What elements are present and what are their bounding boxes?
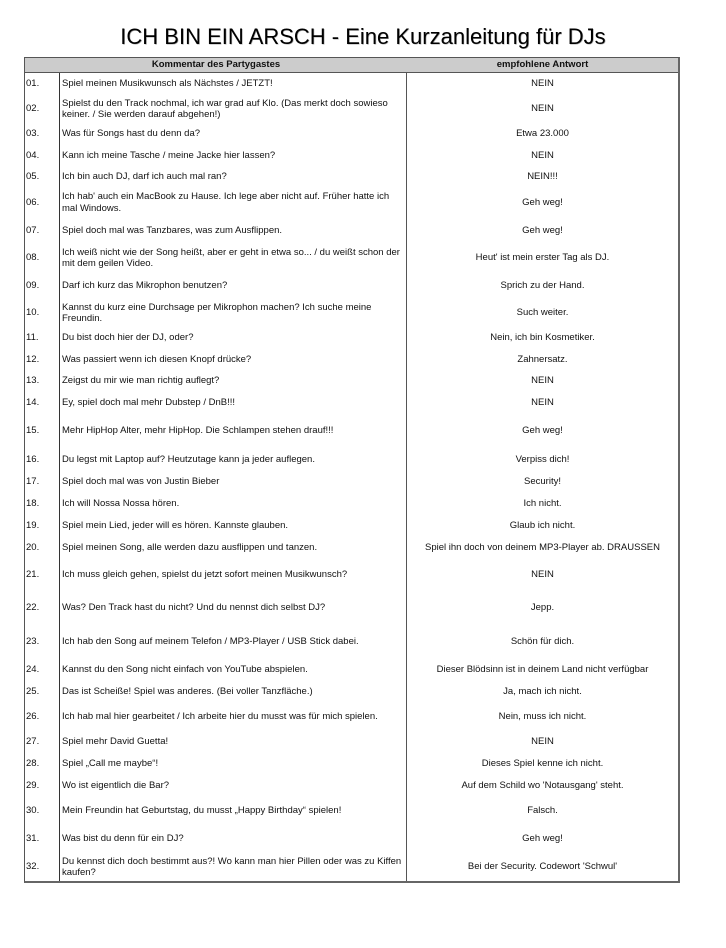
row-answer-text: Falsch. <box>527 805 558 817</box>
row-number-text: 28. <box>26 758 40 770</box>
row-comment-text: Spiel meinen Song, alle werden dazu ausflippen und tanzen. <box>62 542 318 554</box>
row-comment-text: Ich muss gleich gehen, spielst du jetzt sofort meinen Musikwunsch? <box>62 569 348 581</box>
row-answer <box>407 370 678 392</box>
table-row <box>25 515 678 537</box>
row-comment <box>60 753 407 775</box>
row-comment <box>60 515 407 537</box>
row-number <box>25 825 60 853</box>
row-number-text: 24. <box>26 664 40 676</box>
row-answer-text: Security! <box>524 476 561 488</box>
row-number-text: 10. <box>26 307 40 319</box>
table-row <box>25 471 678 493</box>
row-comment <box>60 188 407 217</box>
row-comment-text: Du legst mit Laptop auf? Heutzutage kann ja jeder auflegen. <box>62 454 315 466</box>
row-number <box>25 493 60 515</box>
row-comment <box>60 493 407 515</box>
row-number-text: 19. <box>26 520 40 532</box>
table-row <box>25 625 678 659</box>
row-comment-text: Du bist doch hier der DJ, oder? <box>62 332 194 344</box>
row-answer <box>407 775 678 797</box>
row-comment <box>60 825 407 853</box>
row-number <box>25 775 60 797</box>
row-comment-text: Spiel „Call me maybe“! <box>62 758 159 770</box>
row-number-text: 12. <box>26 353 40 365</box>
row-answer <box>407 327 678 349</box>
row-number <box>25 659 60 681</box>
row-answer-text: Schön für dich. <box>510 636 575 648</box>
row-comment-text: Was passiert wenn ich diesen Knopf drücke? <box>62 353 252 365</box>
row-number-text: 29. <box>26 780 40 792</box>
row-number-text: 23. <box>26 636 40 648</box>
row-comment-text: Spiel meinen Musikwunsch als Nächstes / JETZT! <box>62 78 273 90</box>
row-comment <box>60 449 407 471</box>
row-number-text: 25. <box>26 686 40 698</box>
row-comment <box>60 703 407 731</box>
row-answer-text: Dieses Spiel kenne ich nicht. <box>481 758 604 770</box>
table-row <box>25 95 678 123</box>
row-number <box>25 95 60 123</box>
row-answer-text: Bei der Security. Codewort 'Schwul' <box>467 861 618 873</box>
row-answer <box>407 515 678 537</box>
row-number-text: 06. <box>26 196 40 208</box>
table-row <box>25 775 678 797</box>
row-answer <box>407 625 678 659</box>
row-comment <box>60 659 407 681</box>
row-number <box>25 123 60 145</box>
table-row <box>25 370 678 392</box>
row-answer-text: Nein, muss ich nicht. <box>498 711 587 723</box>
row-answer <box>407 349 678 370</box>
row-number-text: 17. <box>26 476 40 488</box>
row-answer <box>407 217 678 244</box>
row-comment <box>60 73 407 95</box>
table-row <box>25 559 678 591</box>
row-number <box>25 217 60 244</box>
table-row <box>25 299 678 327</box>
row-comment-text: Spiel mehr David Guetta! <box>62 736 169 748</box>
table-row <box>25 392 678 413</box>
row-number-text: 05. <box>26 171 40 183</box>
row-answer-text: NEIN <box>531 396 554 408</box>
row-number <box>25 591 60 625</box>
row-number <box>25 145 60 166</box>
row-number <box>25 471 60 493</box>
row-comment-text: Wo ist eigentlich die Bar? <box>62 780 170 792</box>
row-comment <box>60 244 407 272</box>
row-number-text: 15. <box>26 425 40 437</box>
row-number <box>25 370 60 392</box>
row-comment <box>60 853 407 881</box>
row-comment-text: Ich hab mal hier gearbeitet / Ich arbeite hier du musst was für mich spielen. <box>62 711 378 723</box>
row-comment <box>60 591 407 625</box>
row-comment <box>60 731 407 753</box>
row-answer-text: Ich nicht. <box>523 498 562 510</box>
row-number <box>25 625 60 659</box>
row-answer <box>407 559 678 591</box>
row-number <box>25 681 60 703</box>
page-title: ICH BIN EIN ARSCH - Eine Kurzanleitung für DJs <box>120 24 606 49</box>
row-answer-text: Jepp. <box>530 602 555 614</box>
row-comment-text: Kannst du kurz eine Durchsage per Mikrophon machen? Ich suche meine Freundin. <box>62 301 372 324</box>
row-answer-text: Geh weg! <box>522 196 563 208</box>
row-number <box>25 349 60 370</box>
row-answer <box>407 659 678 681</box>
row-comment-text: Was? Den Track hast du nicht? Und du nennst dich selbst DJ? <box>62 602 326 614</box>
row-comment <box>60 217 407 244</box>
table-row <box>25 73 678 95</box>
row-comment-text: Das ist Scheiße! Spiel was anderes. (Bei voller Tanzfläche.) <box>62 686 313 698</box>
row-comment-text: Ich hab den Song auf meinem Telefon / MP3-Player / USB Stick dabei. <box>62 636 359 648</box>
row-answer-text: Auf dem Schild wo 'Notausgang' steht. <box>461 780 624 792</box>
row-answer-text: NEIN <box>531 736 554 748</box>
row-number <box>25 537 60 559</box>
row-number-text: 18. <box>26 498 40 510</box>
row-comment <box>60 559 407 591</box>
row-number <box>25 703 60 731</box>
row-number-text: 30. <box>26 805 40 817</box>
faq-table <box>24 57 680 883</box>
table-row <box>25 537 678 559</box>
table-row <box>25 825 678 853</box>
row-answer <box>407 825 678 853</box>
row-number <box>25 392 60 413</box>
row-number-text: 20. <box>26 542 40 554</box>
row-number-text: 07. <box>26 224 40 236</box>
row-comment-text: Spiel doch mal was von Justin Bieber <box>62 476 220 488</box>
row-number <box>25 731 60 753</box>
table-row <box>25 797 678 825</box>
row-answer-text: Zahnersatz. <box>517 353 568 365</box>
row-comment-text: Kann ich meine Tasche / meine Jacke hier lassen? <box>62 149 276 161</box>
row-answer <box>407 731 678 753</box>
table-row <box>25 244 678 272</box>
row-comment-text: Was bist du denn für ein DJ? <box>62 833 184 845</box>
row-answer-text: NEIN <box>531 569 554 581</box>
row-comment <box>60 327 407 349</box>
row-comment <box>60 145 407 166</box>
table-row <box>25 166 678 188</box>
row-number <box>25 449 60 471</box>
table-row <box>25 145 678 166</box>
row-number <box>25 559 60 591</box>
row-answer-text: Sprich zu der Hand. <box>500 279 585 291</box>
row-answer-text: NEIN <box>531 375 554 387</box>
row-number-text: 01. <box>26 78 40 90</box>
row-answer <box>407 797 678 825</box>
row-comment <box>60 272 407 299</box>
table-row <box>25 449 678 471</box>
row-comment <box>60 471 407 493</box>
row-comment <box>60 625 407 659</box>
row-answer <box>407 853 678 881</box>
row-number <box>25 853 60 881</box>
table-row <box>25 272 678 299</box>
row-number <box>25 272 60 299</box>
row-number-text: 08. <box>26 252 40 264</box>
row-comment-text: Was für Songs hast du denn da? <box>62 128 201 140</box>
row-comment-text: Mehr HipHop Alter, mehr HipHop. Die Schlampen stehen drauf!!! <box>62 425 334 437</box>
row-comment-text: Spiel doch mal was Tanzbares, was zum Ausflippen. <box>62 224 283 236</box>
row-answer <box>407 272 678 299</box>
row-answer <box>407 123 678 145</box>
row-number-text: 11. <box>26 332 39 344</box>
row-answer-text: Such weiter. <box>516 307 569 319</box>
table-row <box>25 731 678 753</box>
row-comment-text: Spielst du den Track nochmal, ich war grad auf Klo. (Das merkt doch sowieso keiner. / Sie werden darauf abgehen!) <box>62 97 388 120</box>
row-answer <box>407 449 678 471</box>
row-answer <box>407 591 678 625</box>
row-number-text: 21. <box>26 569 40 581</box>
row-number-text: 02. <box>26 103 40 115</box>
table-row <box>25 753 678 775</box>
table-row <box>25 493 678 515</box>
row-answer <box>407 73 678 95</box>
row-comment <box>60 392 407 413</box>
row-number <box>25 797 60 825</box>
row-answer-text: Geh weg! <box>522 224 563 236</box>
row-answer <box>407 413 678 449</box>
row-answer <box>407 145 678 166</box>
row-number-text: 31. <box>26 833 40 845</box>
row-number-text: 16. <box>26 454 40 466</box>
table-row <box>25 659 678 681</box>
row-answer-text: NEIN <box>531 103 554 115</box>
table-row <box>25 413 678 449</box>
table-row <box>25 217 678 244</box>
table-row <box>25 349 678 370</box>
row-answer <box>407 471 678 493</box>
row-comment-text: Kannst du den Song nicht einfach von YouTube abspielen. <box>62 664 308 676</box>
row-answer <box>407 188 678 217</box>
row-comment <box>60 95 407 123</box>
row-comment <box>60 299 407 327</box>
row-comment-text: Mein Freundin hat Geburtstag, du musst „Happy Birthday“ spielen! <box>62 805 342 817</box>
row-number-text: 04. <box>26 149 40 161</box>
row-comment <box>60 166 407 188</box>
table-row <box>25 681 678 703</box>
row-comment-text: Ich bin auch DJ, darf ich auch mal ran? <box>62 171 227 183</box>
row-answer-text: Dieser Blödsinn ist in deinem Land nicht verfügbar <box>436 664 649 676</box>
row-comment-text: Darf ich kurz das Mikrophon benutzen? <box>62 279 228 291</box>
row-answer-text: Spiel ihn doch von deinem MP3-Player ab. DRAUSSEN <box>425 542 660 554</box>
table-body <box>25 73 678 881</box>
row-answer <box>407 681 678 703</box>
table-row <box>25 188 678 217</box>
row-number-text: 32. <box>26 861 40 873</box>
row-answer-text: NEIN <box>531 78 554 90</box>
row-comment <box>60 123 407 145</box>
row-answer <box>407 392 678 413</box>
row-number <box>25 244 60 272</box>
row-comment <box>60 349 407 370</box>
row-answer <box>407 299 678 327</box>
row-answer-text: Etwa 23.000 <box>516 128 569 140</box>
header-answer: empfohlene Antwort <box>496 59 589 70</box>
row-answer-text: Glaub ich nicht. <box>509 520 576 532</box>
row-comment <box>60 797 407 825</box>
table-row <box>25 327 678 349</box>
row-number <box>25 753 60 775</box>
row-answer-text: NEIN!!! <box>527 171 558 183</box>
row-number-text: 26. <box>26 711 40 723</box>
row-comment <box>60 413 407 449</box>
row-answer <box>407 753 678 775</box>
row-number <box>25 166 60 188</box>
row-number-text: 13. <box>26 375 40 387</box>
row-answer <box>407 537 678 559</box>
row-answer <box>407 703 678 731</box>
row-comment-text: Spiel mein Lied, jeder will es hören. Kannste glauben. <box>62 520 289 532</box>
row-number <box>25 327 60 349</box>
table-row <box>25 853 678 881</box>
table-row <box>25 123 678 145</box>
row-number-text: 27. <box>26 736 40 748</box>
row-comment <box>60 681 407 703</box>
row-comment <box>60 775 407 797</box>
table-header <box>25 58 678 73</box>
row-answer-text: Heut' ist mein erster Tag als DJ. <box>475 252 610 264</box>
row-number <box>25 413 60 449</box>
row-number-text: 14. <box>26 396 40 408</box>
row-number <box>25 73 60 95</box>
row-comment-text: Ich weiß nicht wie der Song heißt, aber er geht in etwa so... / du weißt schon der mit dem geilen Video. <box>62 246 400 269</box>
row-answer <box>407 166 678 188</box>
row-comment-text: Ey, spiel doch mal mehr Dubstep / DnB!!! <box>62 396 236 408</box>
row-answer <box>407 95 678 123</box>
row-answer-text: Geh weg! <box>522 833 563 845</box>
row-answer <box>407 493 678 515</box>
header-comment: Kommentar des Partygastes <box>151 59 281 70</box>
row-number-text: 03. <box>26 128 40 140</box>
row-answer <box>407 244 678 272</box>
row-number <box>25 515 60 537</box>
row-answer-text: Verpiss dich! <box>515 454 570 466</box>
row-number <box>25 188 60 217</box>
row-answer-text: Nein, ich bin Kosmetiker. <box>490 332 595 344</box>
row-number-text: 22. <box>26 602 40 614</box>
row-answer-text: Geh weg! <box>522 425 563 437</box>
row-comment <box>60 537 407 559</box>
row-comment-text: Ich will Nossa Nossa hören. <box>62 498 180 510</box>
row-comment <box>60 370 407 392</box>
row-answer-text: Ja, mach ich nicht. <box>503 686 582 698</box>
row-comment-text: Du kennst dich doch bestimmt aus?! Wo kann man hier Pillen oder was zu Kiffen kaufen? <box>62 855 402 878</box>
row-number <box>25 299 60 327</box>
table-row <box>25 703 678 731</box>
table-row <box>25 591 678 625</box>
row-comment-text: Zeigst du mir wie man richtig auflegt? <box>62 375 220 387</box>
row-answer-text: NEIN <box>531 149 554 161</box>
row-comment-text: Ich hab' auch ein MacBook zu Hause. Ich lege aber nicht auf. Früher hatte ich mal Windows. <box>62 191 390 214</box>
row-number-text: 09. <box>26 279 40 291</box>
